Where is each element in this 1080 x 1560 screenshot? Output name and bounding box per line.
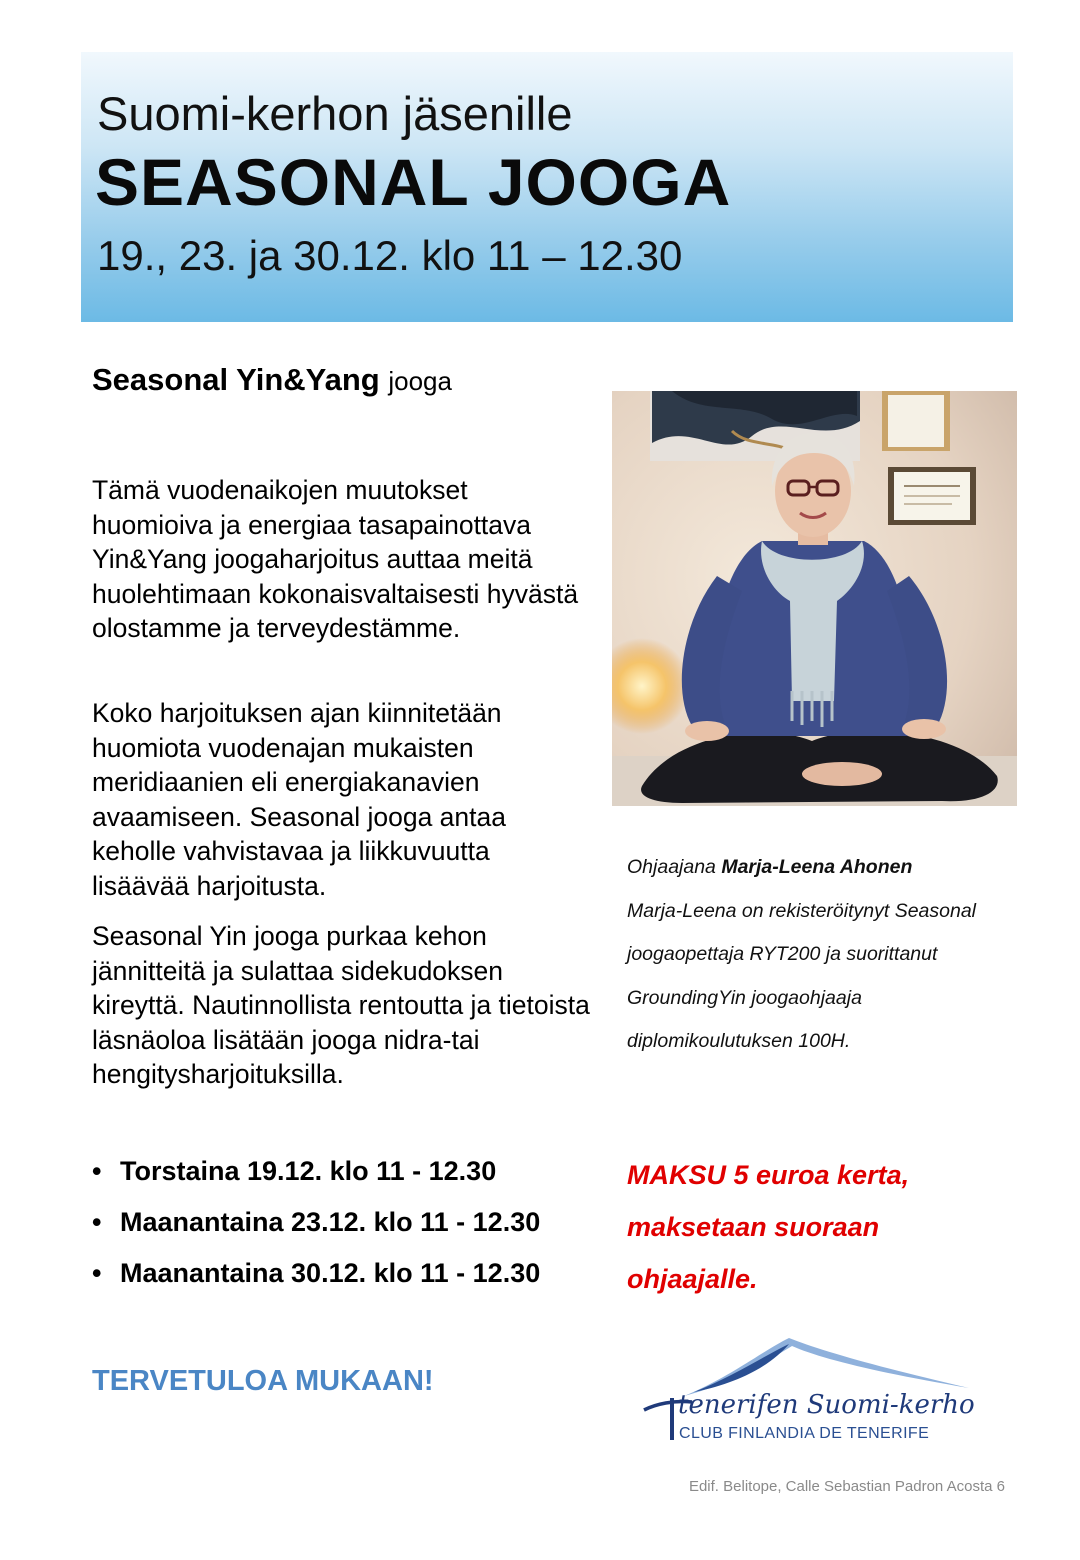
logo-subtitle: CLUB FINLANDIA DE TENERIFE <box>679 1425 930 1442</box>
subtitle <box>92 362 452 398</box>
session-dates-list <box>92 1151 540 1304</box>
session-date-text: Torstaina 19.12. klo 11 - 12.30 <box>120 1156 497 1186</box>
session-date-text: Maanantaina 30.12. klo 11 - 12.30 <box>120 1258 541 1288</box>
bullet-icon: • <box>92 1156 102 1186</box>
description-paragraph-3: Seasonal Yin jooga purkaa kehon jännitteitä ja sulattaa sidekudoksen kireyttä. Nautinnollista rentoutta ja tietoista läsnäoloa lisätään jooga nidra-tai hengitysharjoituksilla. <box>92 921 590 1089</box>
event-dates-line: 19., 23. ja 30.12. klo 11 – 12.30 <box>97 232 683 279</box>
header-banner <box>81 52 1013 322</box>
club-logo <box>634 1338 974 1448</box>
logo-name: tenerifen Suomi-kerho <box>678 1390 975 1420</box>
instructor-info <box>627 846 1007 1064</box>
bullet-icon: • <box>92 1258 102 1288</box>
session-date-item <box>92 1253 540 1304</box>
instructor-bio: Marja-Leena on rekisteröitynyt Seasonal joogaopettaja RYT200 ja suorittanut GroundingYin joogaohjaaja diplomikoulutuksen 100H. <box>627 899 977 1052</box>
price-note: MAKSU 5 euroa kerta, maksetaan suoraan ohjaajalle. <box>627 1160 910 1294</box>
event-title: SEASONAL JOOGA <box>95 145 732 219</box>
instructor-prefix: Ohjaajana <box>627 856 716 878</box>
session-date-item <box>92 1151 540 1202</box>
session-date-item <box>92 1202 540 1253</box>
subtitle-bold: Seasonal Yin&Yang <box>92 362 380 397</box>
description-paragraph-1: Tämä vuodenaikojen muutokset huomioiva ja energiaa tasapainottava Yin&Yang joogaharjoitus auttaa meitä huolehtimaan kokonaisvaltaisesti hyvästä olostamme ja terveydestämme. <box>92 475 579 643</box>
description-paragraph-2: Koko harjoituksen ajan kiinnitetään huomiota vuodenajan mukaisten meridiaanien eli energiakanavien avaamiseen. Seasonal jooga antaa keholle vahvistavaa ja liikkuvuutta lisäävää harjoitusta. <box>92 698 506 901</box>
instructor-name: Marja-Leena Ahonen <box>721 856 913 878</box>
subtitle-rest: jooga <box>388 366 452 396</box>
instructor-photo <box>612 391 1017 806</box>
audience-line: Suomi-kerhon jäsenille <box>97 87 573 140</box>
venue-address: Edif. Belitope, Calle Sebastian Padron Acosta 6 <box>688 1478 1005 1495</box>
session-date-text: Maanantaina 23.12. klo 11 - 12.30 <box>120 1207 541 1237</box>
bullet-icon: • <box>92 1207 102 1237</box>
welcome-message: TERVETULOA MUKAAN! <box>92 1365 434 1397</box>
